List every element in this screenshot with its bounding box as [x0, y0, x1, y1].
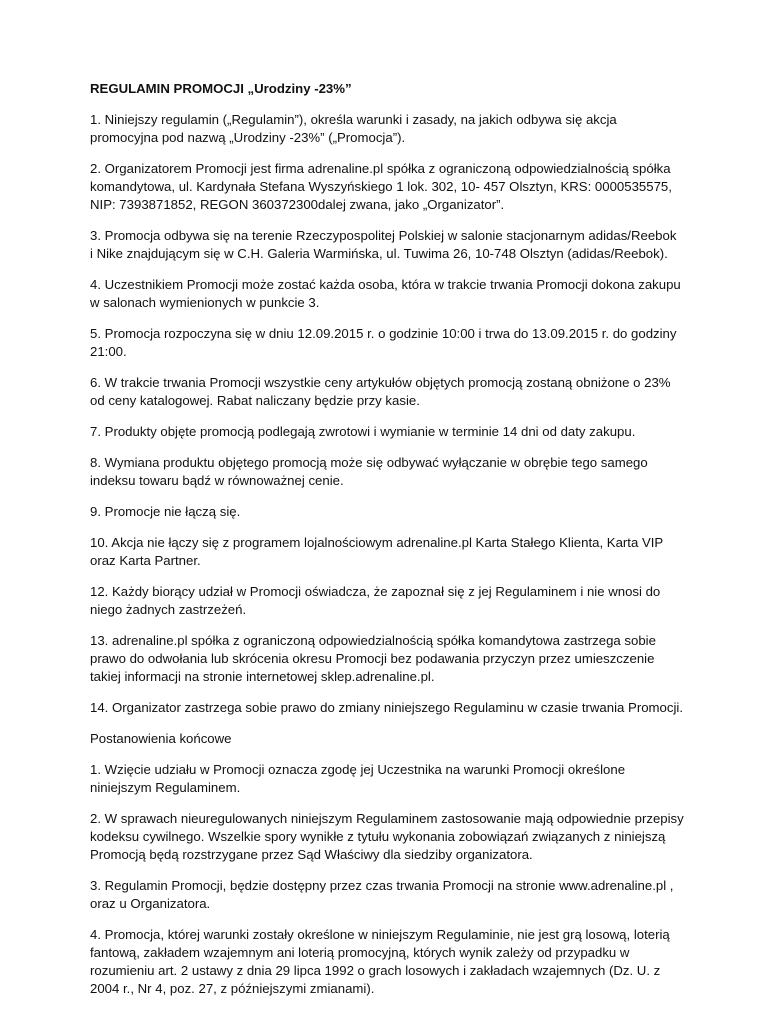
- paragraph-line: 2. Organizatorem Promocji jest firma adrenaline.pl spółka z ograniczoną odpowiedzialnością spółka: [90, 161, 671, 176]
- paragraph: [90, 877, 690, 913]
- paragraph-line: 7. Produkty objęte promocją podlegają zwrotowi i wymianie w terminie 14 dni od daty zakupu.: [90, 424, 636, 439]
- paragraph-line: niniejszym Regulaminem.: [90, 780, 241, 795]
- paragraph: [90, 325, 690, 361]
- paragraph-line: 2004 r., Nr 4, poz. 27, z późniejszymi zmianami).: [90, 981, 375, 996]
- paragraph: [90, 160, 690, 214]
- paragraph: [90, 730, 690, 748]
- paragraph: [90, 111, 690, 147]
- paragraph-line: takiej informacji na stronie internetowej sklep.adrenaline.pl.: [90, 669, 435, 684]
- document-title: [90, 80, 690, 98]
- paragraph: [90, 423, 690, 441]
- paragraph-line: i Nike znajdującym się w C.H. Galeria Warmińska, ul. Tuwima 26, 10-748 Olsztyn (adidas/Reebok).: [90, 246, 668, 261]
- paragraph: [90, 276, 690, 312]
- paragraph: [90, 534, 690, 570]
- paragraph-line: oraz Karta Partner.: [90, 553, 201, 568]
- paragraph-line: prawo do odwołania lub skrócenia okresu Promocji bez podawania przyczyn przez umieszczenie: [90, 651, 655, 666]
- paragraph-line: 3. Regulamin Promocji, będzie dostępny przez czas trwania Promocji na stronie www.adrenaline.pl ,: [90, 878, 674, 893]
- paragraph: [90, 632, 690, 686]
- paragraph: [90, 227, 690, 263]
- paragraph: [90, 374, 690, 410]
- paragraph: [90, 810, 690, 864]
- paragraph-line: 12. Każdy biorący udział w Promocji oświadcza, że zapoznał się z jej Regulaminem i nie wnosi do: [90, 584, 661, 599]
- paragraph-line: 14. Organizator zastrzega sobie prawo do zmiany niniejszego Regulaminu w czasie trwania Promocji.: [90, 700, 683, 715]
- document-page: [90, 80, 690, 1011]
- paragraph: [90, 503, 690, 521]
- paragraph-line: komandytowa, ul. Kardynała Stefana Wyszyńskiego 1 lok. 302, 10- 457 Olsztyn, KRS: 0000535575,: [90, 179, 672, 194]
- paragraph: [90, 761, 690, 797]
- paragraph-line: Promocją będą rozstrzygane przez Sąd Właściwy dla siedziby organizatora.: [90, 847, 533, 862]
- paragraph-line: NIP: 7393871852, REGON 360372300dalej zwana, jako „Organizator”.: [90, 197, 505, 212]
- paragraph-line: 8. Wymiana produktu objętego promocją może się odbywać wyłączanie w obrębie tego samego: [90, 455, 648, 470]
- paragraph-line: 10. Akcja nie łączy się z programem lojalnościowym adrenaline.pl Karta Stałego Klienta, Karta VIP: [90, 535, 664, 550]
- paragraph-line: od ceny katalogowej. Rabat naliczany będzie przy kasie.: [90, 393, 420, 408]
- paragraph: [90, 583, 690, 619]
- paragraph-line: indeksu towaru bądź w równoważnej cenie.: [90, 473, 344, 488]
- paragraph-line: niego żadnych zastrzeżeń.: [90, 602, 247, 617]
- paragraph: [90, 926, 690, 998]
- paragraph: [90, 699, 690, 717]
- paragraph-line: 2. W sprawach nieuregulowanych niniejszym Regulaminem zastosowanie mają odpowiednie przepisy: [90, 811, 684, 826]
- paragraph-line: rozumieniu art. 2 ustawy z dnia 29 lipca 1992 o grach losowych i zakładach wzajemnych (Dz. U. z: [90, 963, 661, 978]
- paragraph-line: 1. Niniejszy regulamin („Regulamin”), określa warunki i zasady, na jakich odbywa się akcja: [90, 112, 617, 127]
- paragraph-line: 9. Promocje nie łączą się.: [90, 504, 241, 519]
- paragraph-line: 3. Promocja odbywa się na terenie Rzeczypospolitej Polskiej w salonie stacjonarnym adidas/Reebok: [90, 228, 677, 243]
- paragraph-line: w salonach wymienionych w punkcie 3.: [90, 295, 320, 310]
- paragraph-line: 4. Uczestnikiem Promocji może zostać każda osoba, która w trakcie trwania Promocji dokona zakupu: [90, 277, 681, 292]
- paragraph-list: [90, 111, 690, 998]
- paragraph-line: promocyjna pod nazwą „Urodziny -23%” („Promocja”).: [90, 130, 406, 145]
- paragraph-line: 21:00.: [90, 344, 127, 359]
- paragraph-line: 6. W trakcie trwania Promocji wszystkie ceny artykułów objętych promocją zostaną obniżone o 23%: [90, 375, 671, 390]
- paragraph-line: fantową, zakładem wzajemnym ani loterią promocyjną, których wynik zależy od przypadku w: [90, 945, 630, 960]
- paragraph: [90, 454, 690, 490]
- paragraph-line: 4. Promocja, której warunki zostały określone w niniejszym Regulaminie, nie jest grą losową, loterią: [90, 927, 670, 942]
- paragraph-line: 13. adrenaline.pl spółka z ograniczoną odpowiedzialnością spółka komandytowa zastrzega sobie: [90, 633, 656, 648]
- document-title-text: REGULAMIN PROMOCJI „Urodziny -23%”: [90, 81, 352, 96]
- paragraph-line: 5. Promocja rozpoczyna się w dniu 12.09.2015 r. o godzinie 10:00 i trwa do 13.09.2015 r. do godziny: [90, 326, 677, 341]
- paragraph-line: Postanowienia końcowe: [90, 731, 232, 746]
- paragraph-line: kodeksu cywilnego. Wszelkie spory wynikłe z tytułu wykonania zobowiązań związanych z niniejszą: [90, 829, 666, 844]
- paragraph-line: 1. Wzięcie udziału w Promocji oznacza zgodę jej Uczestnika na warunki Promocji określone: [90, 762, 626, 777]
- paragraph-line: oraz u Organizatora.: [90, 896, 211, 911]
